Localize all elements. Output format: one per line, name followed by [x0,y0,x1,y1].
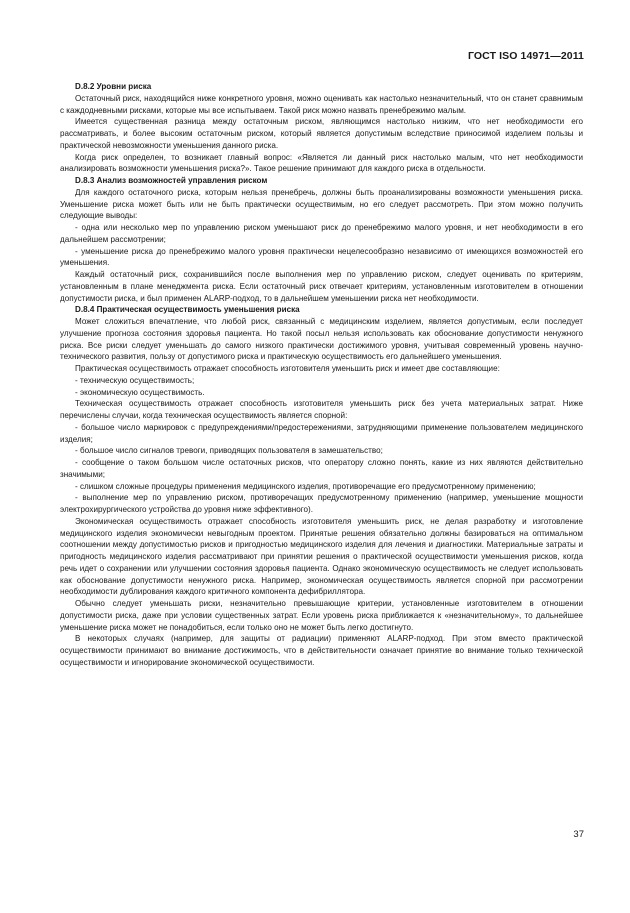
list-item: - слишком сложные процедуры применения медицинского изделия, противоречащие его предусмотренному применению; [75,481,536,491]
paragraph: Для каждого остаточного риска, которым нельзя пренебречь, должны быть проанализированы возможности уменьшения риска. Уменьшение риска может быть или не быть практически осуществимым, но его следует рассмотреть. При этом можно получить следующие выводы: [60,187,583,221]
paragraph: Техническая осуществимость отражает способность изготовителя уменьшить риск без учета материальных затрат. Ниже перечислены случаи, когда техническая осуществимость является спорной: [60,399,583,420]
section-heading: D.8.2 Уровни риска [75,82,152,91]
paragraph: Может сложиться впечатление, что любой риск, связанный с медицинским изделием, является допустимым, если последует улучшение прогноза состояния здоровья пациента. Но такой посыл нельзя использовать как обоснование допустимости ненужного риска. Все риски следует уменьшать до самого низкого практически достижимого уровня, учитывая современный уровень научно-технического развития, пользу от допустимого риска и практическую осуществимость его дальнейшего уменьшения. [60,317,583,362]
list-item: - выполнение мер по управлению риском, противоречащих предусмотренному применению (например, уменьшение мощности электрохирургического устройства до уровня ниже эффективного). [60,493,583,514]
list-item: - экономическую осуществимость. [75,387,205,397]
paragraph: Практическая осуществимость отражает способность изготовителя уменьшить риск и имеет две составляющие: [75,364,500,373]
page-header: ГОСТ ISO 14971—2011 [467,50,584,62]
paragraph: Каждый остаточный риск, сохранившийся после выполнения мер по управлению риском, следует оценивать по критериям, установленным в плане менеджмента риска. Если остаточный риск отвечает критериям, установленным изготовителем в отношении допустимости риска, и был применен ALARP-подход, то в дальнейшем уменьшении риска нет необходимости. [60,270,583,303]
paragraph: Когда риск определен, то возникает главный вопрос: «Является ли данный риск настолько малым, что нет необходимости анализировать возможности уменьшения риска?». Такое решение принимают для каждого риска в отдельности. [60,152,583,174]
list-item: - уменьшение риска до пренебрежимо малого уровня практически нецелесообразно независимо от имеющихся возможностей его уменьшения. [60,246,583,268]
list-item: - большое число маркировок с предупреждениями/предостережениями, затрудняющими применение пользователем медицинского изделия; [60,422,583,444]
paragraph: В некоторых случаях (например, для защиты от радиации) применяют ALARP-подход. При этом вместо практической осуществимости принимают во внимание достижимость, что в действительности означает принятие во внимание только технической осуществимости и игнорирование экономической осуществимости. [60,634,583,667]
paragraph: Экономическая осуществимость отражает способность изготовителя уменьшить риск, не делая разработку и изготовление медицинского изделия экономически невыгодным проектом. Принятые решения обязательно должны базироваться на оптимальном соотношении между допустимостью рисков и пригодностью медицинского изделия для лечения и диагностики. Материальные затраты и пригодность медицинского изделия рассматривают при принятии решения о практической осуществимости уменьшения рисков, когда речь идет о сохранении или улучшении состояния здоровья пациента. Однако экономическую осуществимость не следует использовать как обоснование допустимости ненужного риска. Например, экономическая осуществимость является спорной при рассмотрении необходимости дублирования каждого критичного компонента дефибриллятора. [60,516,583,597]
paragraph: Остаточный риск, находящийся ниже конкретного уровня, можно оценивать как настолько незначительный, что он станет сравнимым с каждодневными рисками, которые мы все испытываем. Такой риск можно назвать пренебрежимо малым. [60,93,583,115]
list-item: - большое число сигналов тревоги, приводящих пользователя в замешательство; [75,446,383,456]
list-item: - техническую осуществимость; [75,375,195,385]
paragraph: Обычно следует уменьшать риски, незначительно превышающие критерии, установленные изготовителем в отношении допустимости риска, даже при условии существенных затрат. Если уровень риска приближается к «незначительному», то дальнейшее уменьшение риска может не понадобиться, если только оно не может быть легко достигнуто. [60,599,583,632]
list-item: - сообщение о таком большом числе остаточных рисков, что оператору сложно понять, какие из них являются действительно значимыми; [60,458,583,479]
document-body [60,81,583,669]
section-heading: D.8.3 Анализ возможностей управления риском [75,176,268,185]
paragraph: Имеется существенная разница между остаточным риском, являющимся настолько низким, что нет необходимости его рассматривать, и более высоким остаточным риском, который является допустимым вследствие приносимой изделием пользы и практической невозможности уменьшения данного риска. [60,117,583,150]
section-heading: D.8.4 Практическая осуществимость уменьшения риска [75,305,300,315]
list-item: - одна или несколько мер по управлению риском уменьшают риск до пренебрежимо малого уровня, и нет необходимости в его дальнейшем рассмотрении; [60,223,583,244]
page-number: 37 [573,829,584,840]
